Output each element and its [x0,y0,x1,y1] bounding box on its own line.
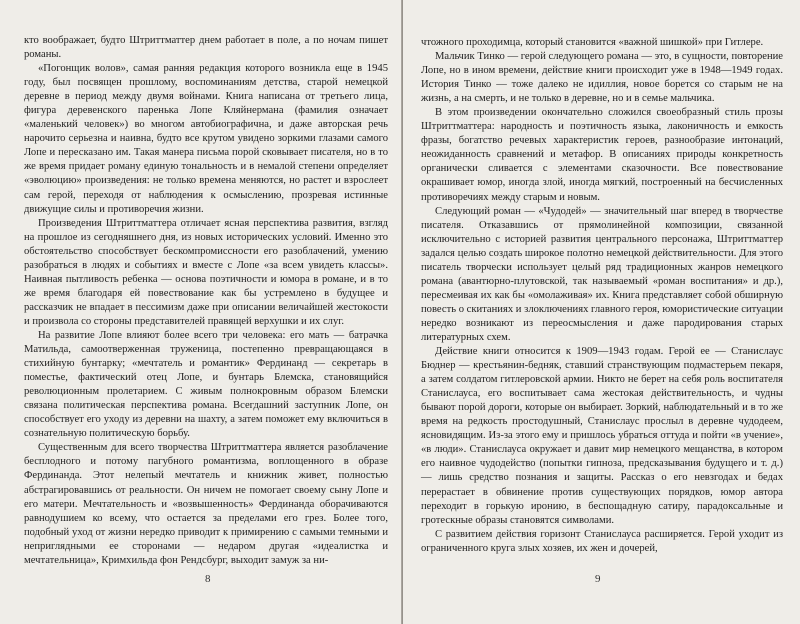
paragraph: Произведения Штриттматтера отличает ясная перспектива развития, взгляд на прошлое из сегодняшнего дня, из новых исторических условий. Именно это обстоятельство способствует бескомпромиссности его разоблачений, умению разобраться в людях и событиях и вместе с Лопе «за всем увидеть классы». Наивная пытливость ребенка — основа поэтичности и юмора в романе, и в то же время благодаря ей повествование как бы устремлено в будущее и рассказчик не впадает в пессимизм даже при описании величайшей жестокости и произвола со стороны представителей правящей верхушки и их слуг. [24,217,388,327]
page-number: 8 [205,573,211,585]
paragraph: «Погонщик волов», самая ранняя редакция которого возникла еще в 1945 году, был посвящен прошлому, воспоминаниям детства, старой немецкой деревне в период между двумя войнами. Книга написана от третьего лица, фигура деревенского паренька Лопе Кляйнермана (фамилия означает «маленький человек») во многом автобиографична, и даже авторская речь нарочито серьезна и наивна, будто все крутом увидено зоркими глазами самого Лопе и пересказано им. Такая манера письма порой сковывает писателя, но в то же время придает роману единую тональность и в немалой степени определяет «эволюцию» произведения: не только времена меняются, но растет и взрослеет сам герой, переходя от наблюдения к осмыслению, прозревая истинные движущие силы и противоречия жизни. [24,63,388,215]
paragraph: кто воображает, будто Штриттматтер днем работает в поле, а по ночам пишет романы. [24,35,388,61]
left-page-text [24,34,388,568]
page-number: 9 [595,573,601,585]
paragraph: чтожного проходимца, который становится «важной шишкой» при Гитлере. [421,37,764,48]
paragraph: Действие книги относится к 1909—1943 годам. Герой ее — Станислаус Бюднер — крестьянин-бедняк, ставший странствующим подмастерьем пекаря, а затем солдатом гитлеровской армии. Никто не берет на себя роль воспитателя Станислауса, его воспитывает сама жестокая действительность, и чудны бывают порой дороги, которые он выбирает. Зоркий, наблюдательный и в то же время на редкость простодушный, Станислаус прослыл в деревне чудодеем, ясновидящим. Из-за этого ему и пришлось убраться оттуда и пойти «в учение», «в люди». Станислауса окружает и давит мир немецкого мещанства, в котором его наивное чудодейство (попытки гипноза, предсказывания будущего и т. д.) — лишь средство познания и защиты. Рассказ о его невзгодах и бедах перерастает в обвинение против существующих порядков, юмор автора переходит в горькую иронию, в беспощадную сатиру, парадоксальные и гротескные образы становятся символами. [421,346,783,526]
paragraph: Следующий роман — «Чудодей» — значительный шаг вперед в творчестве писателя. Отказавшись от прямолинейной композиции, связанной исключительно с историей развития центрального персонажа, Штриттматтер задался целью создать широкое полотно немецкой действительности. Для этого писатель творчески использует целый ряд традиционных жанров немецкого романа (авантюрно-плутовской, так называемый «роман воспитания» и др.), пересмеивая их как бы «омолаживая» их. Книга представляет собой обширную повесть о скитаниях и злоключениях главного героя, юмористические ситуации нередко возникают из переосмысления и даже пародирования старых литературных схем. [421,205,783,343]
paragraph: На развитие Лопе влияют более всего три человека: его мать — батрачка Матильда, самоотверженная труженица, постепенно превращающаяся в стихийную бунтарку; «мечтатель и романтик» Фердинанд — секретарь в поместье, фактический отец Лопе, и бунтарь Блемска, становящийся революционным пролетарием. С живым полнокровным образом Блемски связана политическая перспектива романа. Всегдашний заступник Лопе, он способствует его уходу из деревни на шахту, а затем поможет ему включиться в сознательную политическую борьбу. [24,329,388,440]
paragraph: Существенным для всего творчества Штриттматтера является разоблачение бесплодного и потому пагубного романтизма, воплощенного в образе Фердинанда. Этот нелепый мечтатель и книжник живет, полностью абстрагировавшись от реальности. Он ничем не помогает своему сыну Лопе и его матери. Мечтательность и «возвышенность» Фердинанда оборачиваются равнодушием ко всему, что остается за пределами его грез. Более того, подобный уход от жизни нередко приводит к примирению с самыми темными и неприглядными ее сторонами — недаром другая «идеалистка и мечтательница», Кримхильда фон Рендсбург, выходит замуж за ни- [24,442,388,566]
right-page [403,0,800,624]
paragraph: С развитием действия горизонт Станислауса расширяется. Герой уходит из ограниченного круга злых хозяев, их жен и дочерей, [421,528,783,554]
paragraph: Мальчик Тинко — герой следующего романа — это, в сущности, повторение Лопе, но в ином времени, действие книги происходит уже в 1948—1949 годах. История Тинко — тоже далеко не идиллия, новое борется со старым не на жизнь, а на смерть, и не только в деревне, но и в семье мальчика. [421,51,783,105]
right-page-text [421,36,783,556]
paragraph: В этом произведении окончательно сложился своеобразный стиль прозы Штриттматтера: народность и поэтичность языка, лаконичность и емкость фразы, богатство речевых характеристик героев, разнообразие интонаций, неожиданность сравнений и метафор. В описаниях природы конкретность органически сливается с элементами сказочности. Все повествование окрашивает юмор, иногда злой, иногда мягкий, построенный на бесчисленных противоречиях между старым и новым. [421,107,783,203]
